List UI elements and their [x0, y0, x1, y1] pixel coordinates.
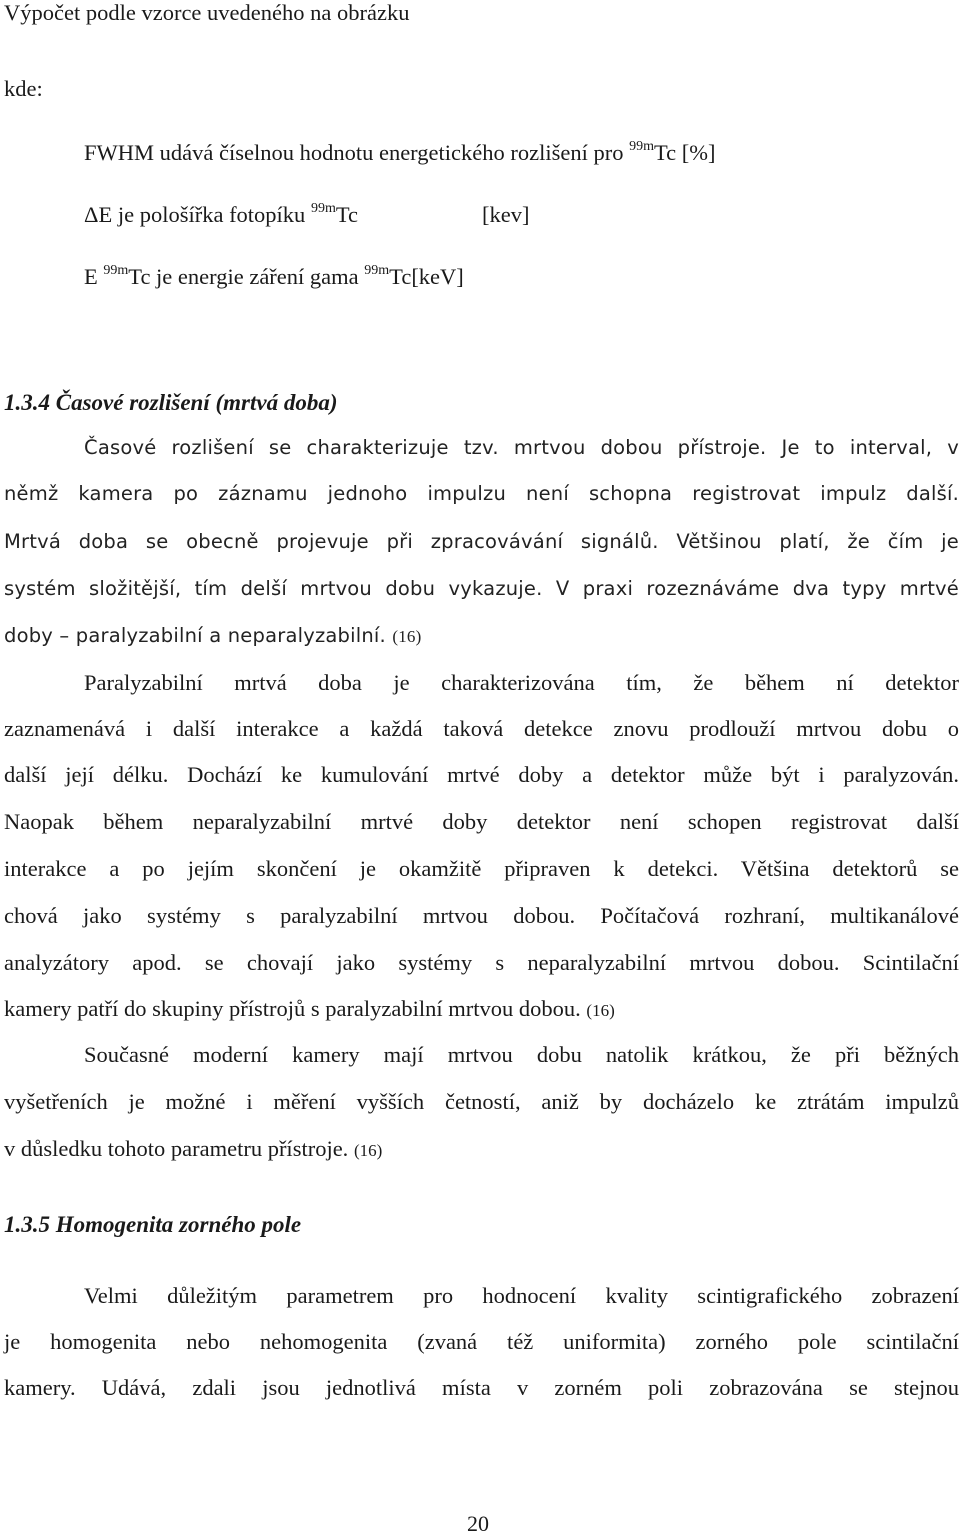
paragraph-line: je homogenita nebo nehomogenita (zvaná též uniformita) zorného pole scintilační: [4, 1329, 959, 1354]
definition-delta-e: [84, 202, 358, 228]
citation-ref: (16): [586, 1001, 615, 1020]
paragraph-line: [4, 624, 421, 647]
definition-unit: [kev]: [482, 202, 530, 227]
section-heading: 1.3.5 Homogenita zorného pole: [4, 1212, 302, 1237]
paragraph-line: Časové rozlišení se charakterizuje tzv. mrtvou dobou přístroje. Je to interval, v: [84, 436, 959, 459]
definition-energy: [84, 264, 464, 290]
definition-text: Tc: [335, 202, 358, 227]
paragraph-line: systém složitější, tím delší mrtvou dobu vykazuje. V praxi rozeznáváme dva typy mrtvé: [4, 577, 959, 600]
paragraph-line: kamery. Udává, zdali jsou jednotlivá místa v zorném poli zobrazována se stejnou: [4, 1375, 959, 1400]
superscript: 99m: [629, 139, 654, 154]
intro-where: kde:: [4, 76, 43, 101]
paragraph-line: Velmi důležitým parametrem pro hodnocení kvality scintigrafického zobrazení: [84, 1283, 959, 1308]
definition-text: E: [84, 264, 104, 289]
paragraph-line: němž kamera po záznamu jednoho impulzu není schopna registrovat impulz další.: [4, 482, 959, 505]
definition-text: Tc[keV]: [389, 264, 464, 289]
paragraph-text: kamery patří do skupiny přístrojů s paralyzabilní mrtvou dobou.: [4, 996, 581, 1021]
superscript: 99m: [310, 201, 336, 216]
paragraph-line: Mrtvá doba se obecně projevuje při zpracovávání signálů. Většinou platí, že čím je: [4, 530, 959, 553]
paragraph-line: [4, 1136, 382, 1162]
paragraph-line: [4, 996, 615, 1022]
paragraph-text: doby – paralyzabilní a neparalyzabilní.: [4, 624, 386, 647]
citation-ref: (16): [392, 627, 422, 646]
paragraph-line: interakce a po jejím skončení je okamžitě připraven k detekci. Většina detektorů se: [4, 856, 959, 881]
paragraph-line: Současné moderní kamery mají mrtvou dobu natolik krátkou, že při běžných: [84, 1042, 959, 1067]
paragraph-text: v důsledku tohoto parametru přístroje.: [4, 1136, 349, 1161]
definition-text: Tc [%]: [653, 140, 716, 165]
paragraph-line: chová jako systémy s paralyzabilní mrtvou dobou. Počítačová rozhraní, multikanálové: [4, 903, 959, 928]
paragraph-line: Paralyzabilní mrtvá doba je charakterizována tím, že během ní detektor: [84, 670, 959, 695]
paragraph-line: Naopak během neparalyzabilní mrtvé doby detektor není schopen registrovat další: [4, 809, 959, 834]
definition-text: FWHM udává číselnou hodnotu energetického rozlišení pro: [84, 140, 630, 165]
definition-fwhm: [84, 140, 715, 166]
definition-text: ΔE je pološířka fotopíku: [84, 202, 311, 227]
intro-line: Výpočet podle vzorce uvedeného na obrázku: [4, 0, 410, 25]
section-heading: 1.3.4 Časové rozlišení (mrtvá doba): [4, 390, 338, 415]
paragraph-line: další její délku. Dochází ke kumulování mrtvé doby a detektor může být i paralyzován.: [4, 762, 959, 787]
paragraph-line: vyšetřeních je možné i měření vyšších četností, aniž by docházelo ke ztrátám impulzů: [4, 1089, 959, 1114]
superscript: 99m: [103, 263, 129, 278]
page-number: 20: [467, 1511, 489, 1536]
superscript: 99m: [364, 263, 390, 278]
paragraph-line: analyzátory apod. se chovají jako systémy s neparalyzabilní mrtvou dobou. Scintilační: [4, 950, 959, 975]
citation-ref: (16): [353, 1141, 383, 1160]
paragraph-line: zaznamenává i další interakce a každá taková detekce znovu prodlouží mrtvou dobu o: [4, 716, 959, 741]
definition-text: Tc je energie záření gama: [128, 264, 365, 289]
